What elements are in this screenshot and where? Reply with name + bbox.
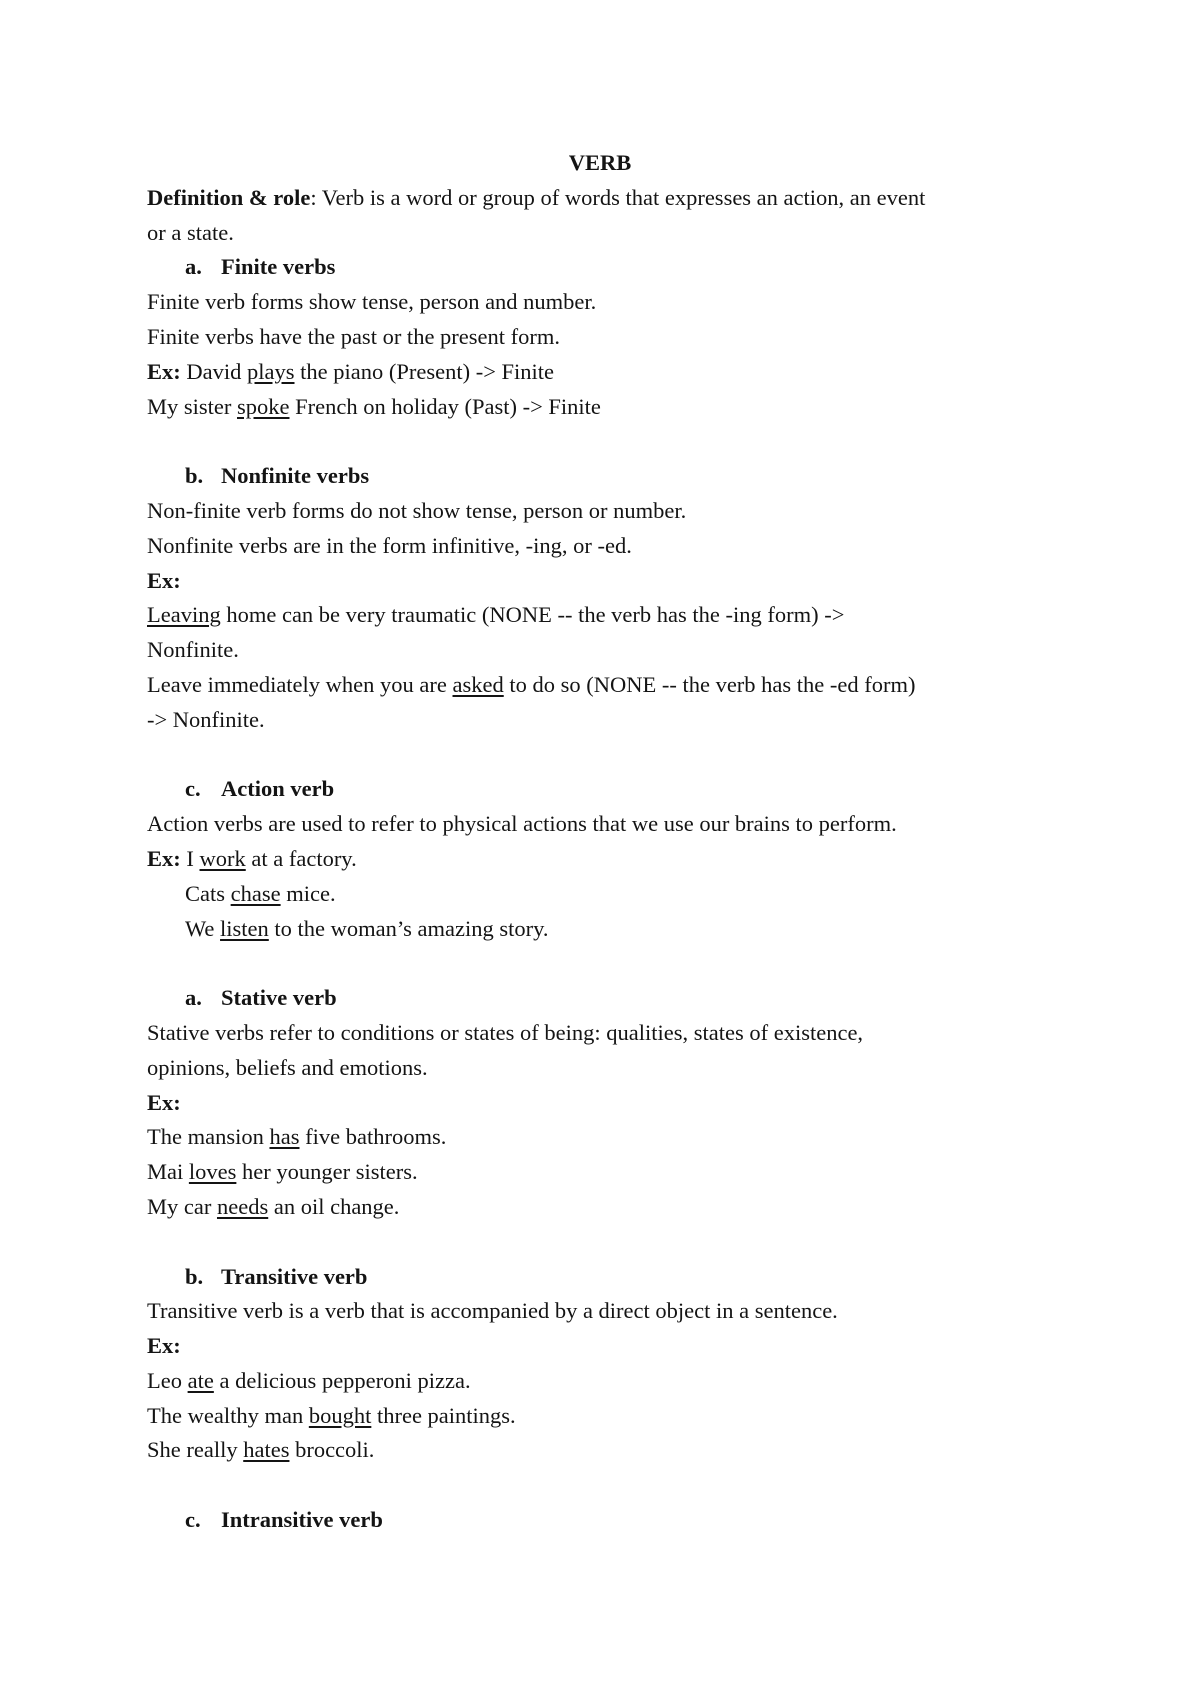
example-text: My sister [147, 393, 237, 419]
underlined-verb: listen [220, 915, 269, 941]
section-letter: b. [185, 463, 204, 489]
example-text: home can be very traumatic (NONE -- the verb has the -ing form) -> [220, 602, 845, 628]
example-text: at a factory. [245, 845, 357, 871]
section-letter: a. [185, 254, 202, 280]
section-heading-intransitive [147, 1503, 1067, 1538]
spacer [147, 1468, 1067, 1503]
example-line [147, 390, 1067, 425]
example-text: We [185, 915, 221, 941]
underlined-verb: loves [188, 1159, 237, 1185]
paragraph-line: Non-finite verb forms do not show tense, person or number. [147, 497, 687, 523]
example-line [147, 1120, 1067, 1155]
example-text: a delicious pepperoni pizza. [213, 1367, 471, 1393]
example-label: Ex: [147, 567, 181, 593]
example-line [147, 842, 1067, 877]
example-text: Cats [185, 880, 231, 906]
example-line [147, 912, 1067, 947]
definition-line-2: or a state. [147, 219, 234, 245]
example-text: mice. [280, 880, 336, 906]
paragraph-line: Transitive verb is a verb that is accompanied by a direct object in a sentence. [147, 1298, 838, 1324]
underlined-verb: asked [452, 671, 504, 697]
example-line [147, 1190, 1067, 1225]
paragraph-line: Action verbs are used to refer to physical actions that we use our brains to perform. [147, 811, 897, 837]
example-line [147, 598, 1067, 633]
example-line [147, 877, 1067, 912]
section-title: Stative verb [221, 985, 337, 1011]
definition-line [147, 181, 1067, 216]
example-line [147, 355, 1067, 390]
example-text: an oil change. [268, 1193, 400, 1219]
paragraph-line: Stative verbs refer to conditions or states of being: qualities, states of existence, [147, 1019, 864, 1045]
spacer [147, 1225, 1067, 1260]
example-continuation: -> Nonfinite. [147, 706, 265, 732]
example-text: to the woman’s amazing story. [268, 915, 549, 941]
section-title: Finite verbs [221, 254, 336, 280]
paragraph-line: opinions, beliefs and emotions. [147, 1054, 428, 1080]
document-body [147, 181, 1067, 1538]
section-heading-nonfinite [147, 459, 1067, 494]
example-label: Ex: [147, 1333, 181, 1359]
underlined-verb: Leaving [147, 602, 221, 628]
section-heading-action [147, 772, 1067, 807]
example-label: Ex: [147, 358, 181, 384]
example-text: She really [147, 1437, 244, 1463]
example-line [147, 1433, 1067, 1468]
underlined-verb: bought [308, 1402, 372, 1428]
example-line [147, 1364, 1067, 1399]
underlined-verb: work [199, 845, 246, 871]
example-text: five bathrooms. [299, 1124, 447, 1150]
section-heading-transitive [147, 1260, 1067, 1295]
spacer [147, 738, 1067, 773]
section-heading-finite [147, 250, 1067, 285]
section-title: Nonfinite verbs [221, 463, 370, 489]
underlined-verb: spoke [237, 393, 290, 419]
section-heading-stative [147, 981, 1067, 1016]
definition-text: : Verb is a word or group of words that expresses an action, an event [310, 184, 926, 210]
spacer [147, 424, 1067, 459]
example-line [147, 1155, 1067, 1190]
example-text: broccoli. [289, 1437, 375, 1463]
example-label: Ex: [147, 1089, 181, 1115]
example-text: Leo [147, 1367, 188, 1393]
example-text: David [180, 358, 247, 384]
example-text: French on holiday (Past) -> Finite [289, 393, 601, 419]
example-text: the piano (Present) -> Finite [294, 358, 555, 384]
page-title: VERB [568, 150, 632, 175]
example-text: Leave immediately when you are [147, 671, 453, 697]
example-label: Ex: [147, 845, 181, 871]
paragraph-line: Finite verb forms show tense, person and number. [147, 289, 597, 315]
section-title: Transitive verb [221, 1263, 368, 1289]
example-text: The wealthy man [147, 1402, 309, 1428]
example-text: The mansion [147, 1124, 270, 1150]
underlined-verb: has [269, 1124, 300, 1150]
section-title: Intransitive verb [221, 1507, 383, 1533]
underlined-verb: ate [187, 1367, 214, 1393]
section-letter: c. [185, 776, 201, 802]
example-line [147, 668, 1067, 703]
section-letter: b. [185, 1263, 204, 1289]
section-letter: a. [185, 985, 202, 1011]
example-text: to do so (NONE -- the verb has the -ed form) [503, 671, 916, 697]
example-text: Mai [147, 1159, 189, 1185]
paragraph-line: Finite verbs have the past or the present form. [147, 323, 561, 349]
example-line [147, 1399, 1067, 1434]
section-title: Action verb [221, 776, 335, 802]
underlined-verb: plays [247, 358, 295, 384]
underlined-verb: chase [230, 880, 281, 906]
example-text: her younger sisters. [236, 1159, 418, 1185]
example-text: My car [147, 1193, 217, 1219]
underlined-verb: needs [216, 1193, 269, 1219]
definition-label: Definition & role [147, 184, 311, 210]
paragraph-line: Nonfinite verbs are in the form infinitive, -ing, or -ed. [147, 532, 632, 558]
example-continuation: Nonfinite. [147, 637, 239, 663]
example-text: three paintings. [371, 1402, 516, 1428]
section-letter: c. [185, 1507, 201, 1533]
underlined-verb: hates [243, 1437, 290, 1463]
spacer [147, 946, 1067, 981]
example-text: I [180, 845, 200, 871]
